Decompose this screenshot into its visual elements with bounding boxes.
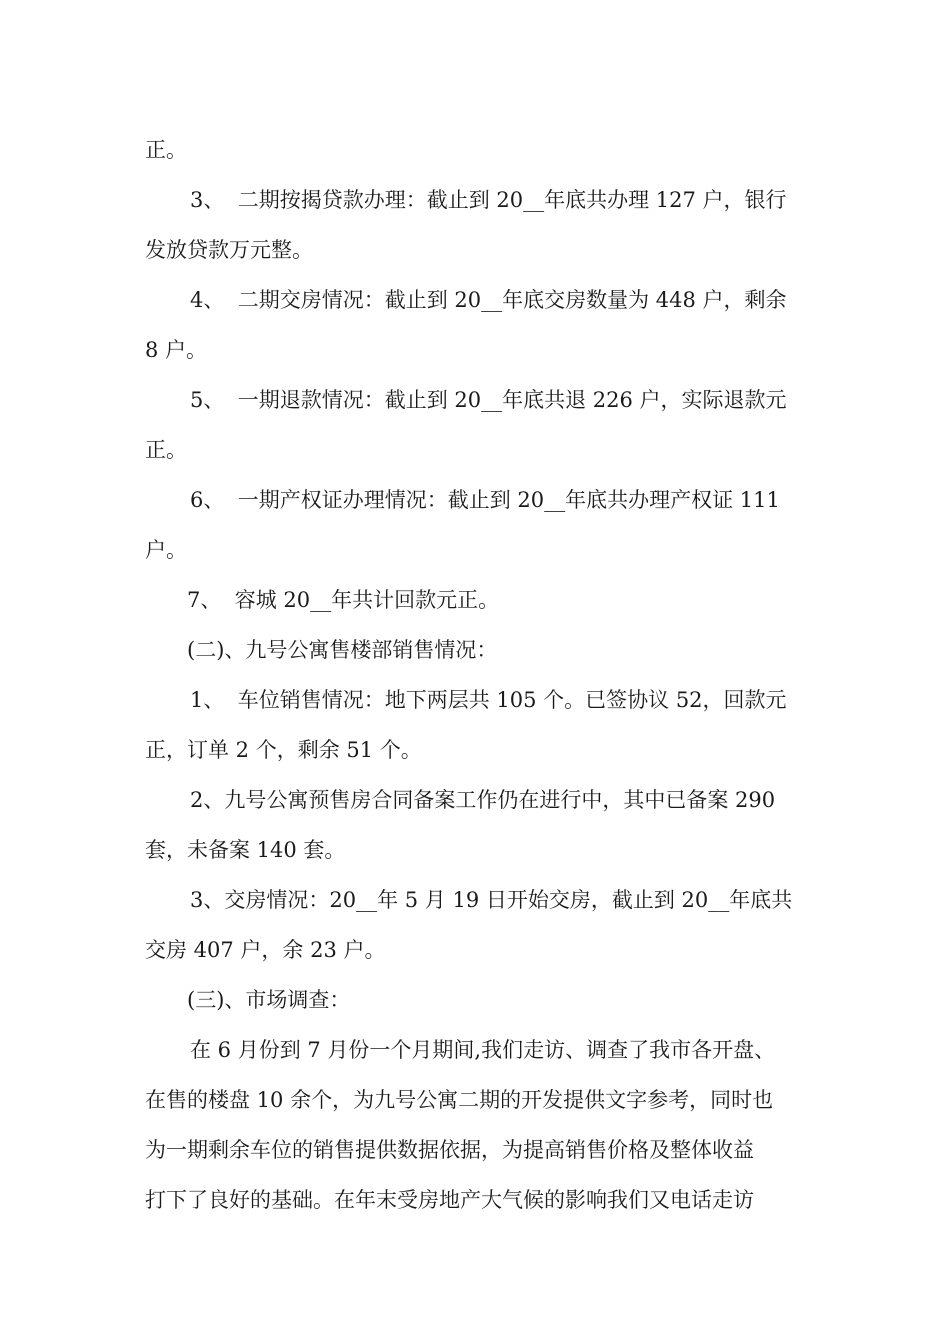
text-line: 4、 二期交房情况：截止到 20__年底交房数量为 448 户，剩余 xyxy=(190,288,787,312)
text-line: 3、 二期按揭贷款办理：截止到 20__年底共办理 127 户，银行 xyxy=(190,188,787,212)
text-line: 6、 一期产权证办理情况：截止到 20__年底共办理产权证 111 xyxy=(190,488,780,512)
text-line: 套，未备案 140 套。 xyxy=(145,838,346,862)
section-heading: (二)、九号公寓售楼部销售情况： xyxy=(187,638,498,662)
text-line: 正。 xyxy=(145,138,187,162)
text-line: 5、 一期退款情况：截止到 20__年底共退 226 户，实际退款元 xyxy=(190,388,787,412)
section-heading: (三)、市场调查： xyxy=(187,988,351,1012)
text-line: 户。 xyxy=(145,538,187,562)
text-line: 3、交房情况：20__年 5 月 19 日开始交房，截止到 20__年底共 xyxy=(190,888,793,912)
text-line: 8 户。 xyxy=(145,338,208,362)
text-line: 为一期剩余车位的销售提供数据依据，为提高销售价格及整体收益 xyxy=(145,1138,754,1162)
text-line: 1、 车位销售情况：地下两层共 105 个。已签协议 52，回款元 xyxy=(190,688,787,712)
text-line: 正，订单 2 个，剩余 51 个。 xyxy=(145,738,422,762)
text-line: 2、九号公寓预售房合同备案工作仍在进行中，其中已备案 290 xyxy=(190,788,776,812)
text-line: 在 6 月份到 7 月份一个月期间,我们走访、调查了我市各开盘、 xyxy=(190,1038,776,1062)
text-line: 7、 容城 20__年共计回款元正。 xyxy=(187,588,500,612)
text-line: 交房 407 户，余 23 户。 xyxy=(145,938,386,962)
text-line: 打下了良好的基础。在年末受房地产大气候的影响我们又电话走访 xyxy=(145,1188,754,1212)
text-line: 正。 xyxy=(145,438,187,462)
text-line: 在售的楼盘 10 余个，为九号公寓二期的开发提供文字参考，同时也 xyxy=(145,1088,774,1112)
text-line: 发放贷款万元整。 xyxy=(145,238,313,262)
